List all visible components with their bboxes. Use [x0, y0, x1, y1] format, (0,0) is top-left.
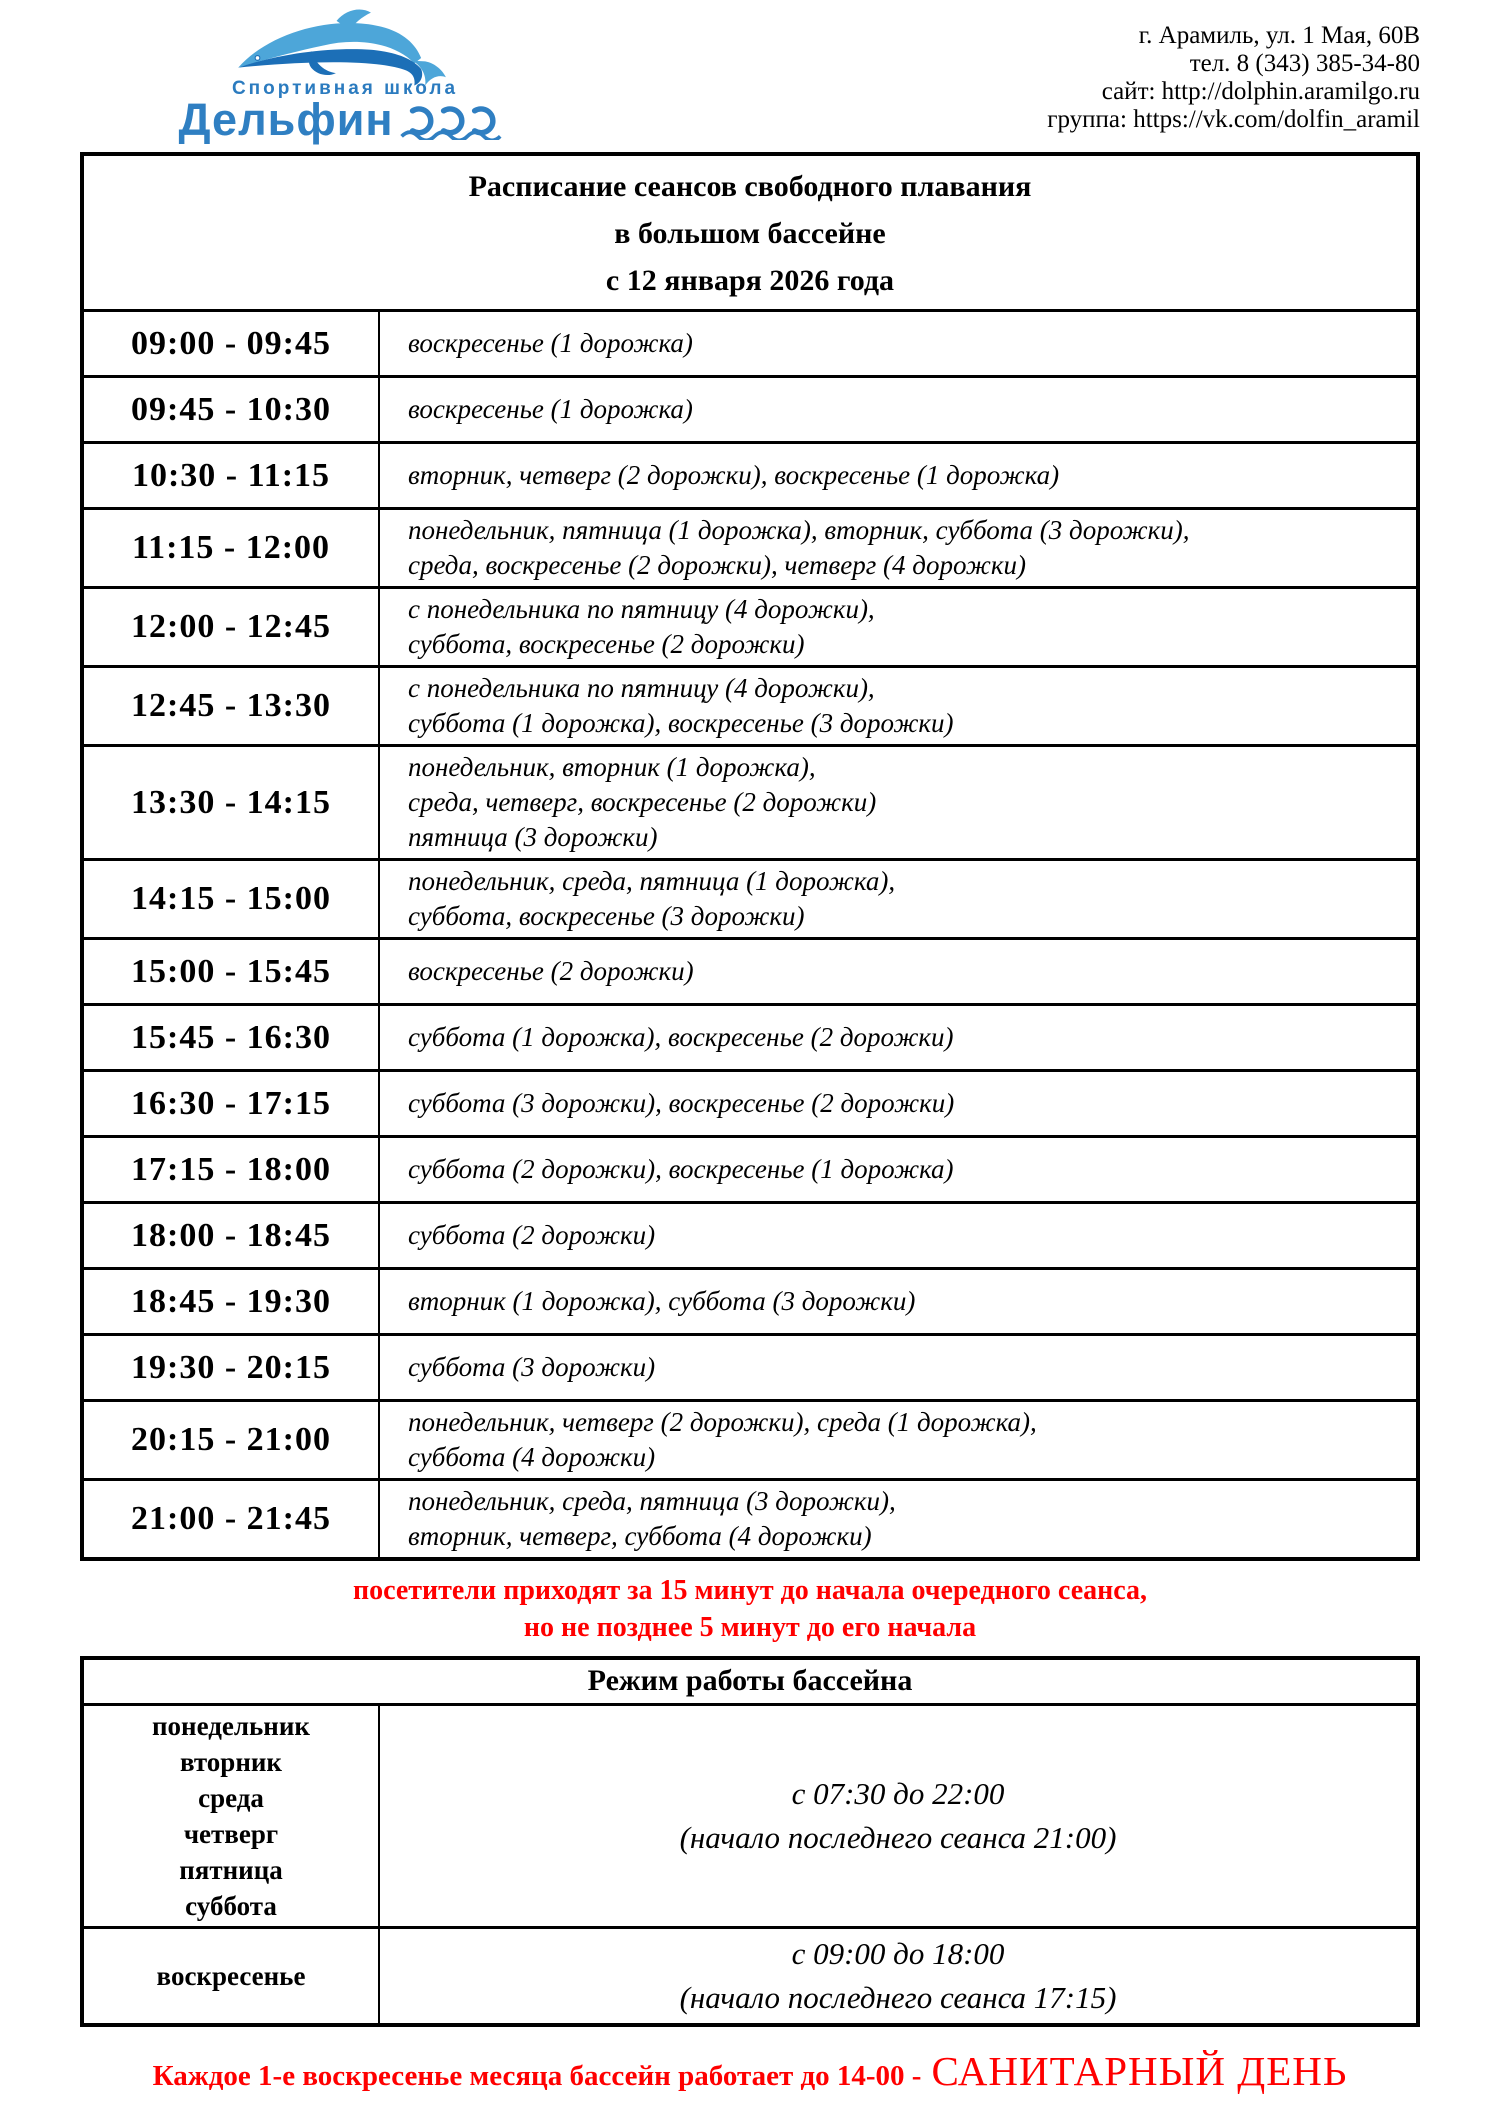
- hours-line: с 07:30 до 22:00: [791, 1776, 1005, 1811]
- session-days-cell: [380, 1072, 1416, 1135]
- hours-row-weekdays: [84, 1703, 1416, 1926]
- session-days-line: понедельник, четверг (2 дорожки), среда (1 дорожка),: [408, 1407, 1037, 1437]
- hours-line: с 09:00 до 18:00: [791, 1936, 1005, 1971]
- session-days-line: понедельник, пятница (1 дорожка), вторник, суббота (3 дорожки),: [408, 515, 1190, 545]
- weekday-list: [84, 1706, 380, 1926]
- schedule-row: [84, 1069, 1416, 1135]
- session-days-line: воскресенье (1 дорожка): [408, 394, 693, 424]
- weekday: пятница: [179, 1855, 283, 1885]
- sunday-label: [84, 1929, 380, 2023]
- session-days-cell: [380, 1402, 1416, 1478]
- session-time: 13:30 - 14:15: [84, 747, 380, 858]
- arrival-notice-line-2: но не позднее 5 минут до его начала: [523, 1612, 977, 1643]
- contact-vk-group: группа: https://vk.com/dolfin_aramil: [1047, 106, 1420, 133]
- session-time: 19:30 - 20:15: [84, 1336, 380, 1399]
- session-time: 10:30 - 11:15: [84, 444, 380, 507]
- weekday: вторник: [179, 1747, 282, 1777]
- session-time: 17:15 - 18:00: [84, 1138, 380, 1201]
- session-days-cell: [380, 589, 1416, 665]
- session-days-line: вторник, четверг, суббота (4 дорожки): [408, 1521, 872, 1551]
- session-days-cell: [380, 668, 1416, 744]
- session-days-cell: [380, 1204, 1416, 1267]
- waves-icon: [398, 98, 502, 140]
- swim-schedule-table: [80, 152, 1420, 1561]
- session-days-line: воскресенье (1 дорожка): [408, 328, 693, 358]
- schedule-row: [84, 1201, 1416, 1267]
- session-days-line: суббота, воскресенье (2 дорожки): [408, 629, 805, 659]
- session-days-cell: [380, 1138, 1416, 1201]
- session-days-cell: [380, 1336, 1416, 1399]
- session-days-line: суббота (2 дорожки), воскресенье (1 дорожка): [408, 1154, 954, 1184]
- schedule-title-line-2: в большом бассейне: [614, 217, 886, 250]
- schedule-row: [84, 375, 1416, 441]
- session-days-line: пятница (3 дорожки): [408, 822, 658, 852]
- session-days-line: суббота (4 дорожки): [408, 1442, 656, 1472]
- sanitary-day-note: [0, 2049, 1500, 2098]
- session-days-line: суббота (3 дорожки), воскресенье (2 дорожки): [408, 1088, 955, 1118]
- logo-name: Дельфин: [178, 94, 394, 145]
- arrival-notice-line-1: посетители приходят за 15 минут до начала очередного сеанса,: [352, 1575, 1148, 1606]
- schedule-title-line-1: Расписание сеансов свободного плавания: [468, 170, 1032, 203]
- dolphin-logo: [140, 8, 540, 145]
- session-days-line: суббота, воскресенье (3 дорожки): [408, 901, 805, 931]
- session-days-line: среда, воскресенье (2 дорожки), четверг (4 дорожки): [408, 550, 1027, 580]
- session-time: 18:00 - 18:45: [84, 1204, 380, 1267]
- weekday: воскресенье: [156, 1961, 306, 1991]
- schedule-title: [84, 156, 1416, 309]
- schedule-row: [84, 1267, 1416, 1333]
- schedule-row: [84, 744, 1416, 858]
- session-time: 12:45 - 13:30: [84, 668, 380, 744]
- session-days-cell: [380, 747, 1416, 858]
- logo-school-caption: Спортивная школа: [231, 78, 459, 99]
- session-time: 16:30 - 17:15: [84, 1072, 380, 1135]
- session-days-cell: [380, 444, 1416, 507]
- session-time: 15:45 - 16:30: [84, 1006, 380, 1069]
- weekday: суббота: [185, 1891, 277, 1921]
- schedule-row: [84, 1333, 1416, 1399]
- hours-line: (начало последнего сеанса 17:15): [679, 1980, 1117, 2015]
- schedule-row: [84, 1135, 1416, 1201]
- schedule-row: [84, 441, 1416, 507]
- contact-block: [1047, 8, 1420, 134]
- schedule-row: [84, 1478, 1416, 1557]
- contact-site: сайт: http://dolphin.aramilgo.ru: [1101, 78, 1420, 105]
- session-days-line: понедельник, среда, пятница (1 дорожка),: [408, 866, 896, 896]
- session-days-line: с понедельника по пятницу (4 дорожки),: [408, 673, 875, 703]
- weekday: среда: [198, 1783, 264, 1813]
- sunday-hours: [380, 1929, 1416, 2023]
- sanitary-day-emphasis: САНИТАРНЫЙ ДЕНЬ: [931, 2048, 1348, 2094]
- session-days-cell: [380, 312, 1416, 375]
- schedule-row: [84, 586, 1416, 665]
- session-days-line: воскресенье (2 дорожки): [408, 956, 694, 986]
- contact-address: г. Арамиль, ул. 1 Мая, 60В: [1138, 22, 1420, 49]
- session-days-cell: [380, 378, 1416, 441]
- session-days-line: суббота (3 дорожки): [408, 1352, 656, 1382]
- schedule-row: [84, 309, 1416, 375]
- arrival-notice: [0, 1572, 1500, 1646]
- session-time: 12:00 - 12:45: [84, 589, 380, 665]
- hours-row-sunday: [84, 1926, 1416, 2023]
- schedule-row: [84, 937, 1416, 1003]
- weekday-hours: [380, 1706, 1416, 1926]
- session-days-cell: [380, 940, 1416, 1003]
- session-time: 21:00 - 21:45: [84, 1481, 380, 1557]
- session-time: 09:00 - 09:45: [84, 312, 380, 375]
- session-days-line: суббота (1 дорожка), воскресенье (3 дорожки): [408, 708, 954, 738]
- weekday: четверг: [183, 1819, 279, 1849]
- session-time: 09:45 - 10:30: [84, 378, 380, 441]
- session-days-cell: [380, 1006, 1416, 1069]
- session-days-line: с понедельника по пятницу (4 дорожки),: [408, 594, 875, 624]
- session-days-line: вторник, четверг (2 дорожки), воскресенье (1 дорожка): [408, 460, 1060, 490]
- session-time: 11:15 - 12:00: [84, 510, 380, 586]
- session-days-line: суббота (1 дорожка), воскресенье (2 дорожки): [408, 1022, 954, 1052]
- session-time: 20:15 - 21:00: [84, 1402, 380, 1478]
- session-time: 15:00 - 15:45: [84, 940, 380, 1003]
- schedule-row: [84, 1003, 1416, 1069]
- pool-hours-table: [80, 1656, 1420, 2027]
- schedule-row: [84, 858, 1416, 937]
- session-days-cell: [380, 1481, 1416, 1557]
- weekday: понедельник: [152, 1711, 310, 1741]
- session-days-cell: [380, 1270, 1416, 1333]
- session-days-line: понедельник, вторник (1 дорожка),: [408, 752, 816, 782]
- session-days-line: среда, четверг, воскресенье (2 дорожки): [408, 787, 877, 817]
- session-time: 18:45 - 19:30: [84, 1270, 380, 1333]
- schedule-row: [84, 665, 1416, 744]
- session-days-line: суббота (2 дорожки): [408, 1220, 656, 1250]
- session-days-line: понедельник, среда, пятница (3 дорожки),: [408, 1486, 896, 1516]
- session-days-cell: [380, 510, 1416, 586]
- session-time: 14:15 - 15:00: [84, 861, 380, 937]
- schedule-title-line-3: с 12 января 2026 года: [605, 264, 895, 297]
- session-days-line: вторник (1 дорожка), суббота (3 дорожки): [408, 1286, 916, 1316]
- schedule-row: [84, 507, 1416, 586]
- hours-line: (начало последнего сеанса 21:00): [679, 1820, 1117, 1855]
- schedule-row: [84, 1399, 1416, 1478]
- header: [0, 0, 1500, 152]
- sanitary-day-text: Каждое 1-е воскресенье месяца бассейн работает до 14-00 -: [152, 2060, 922, 2092]
- contact-phone: тел. 8 (343) 385-34-80: [1189, 50, 1420, 77]
- session-days-cell: [380, 861, 1416, 937]
- pool-hours-title: Режим работы бассейна: [587, 1664, 913, 1697]
